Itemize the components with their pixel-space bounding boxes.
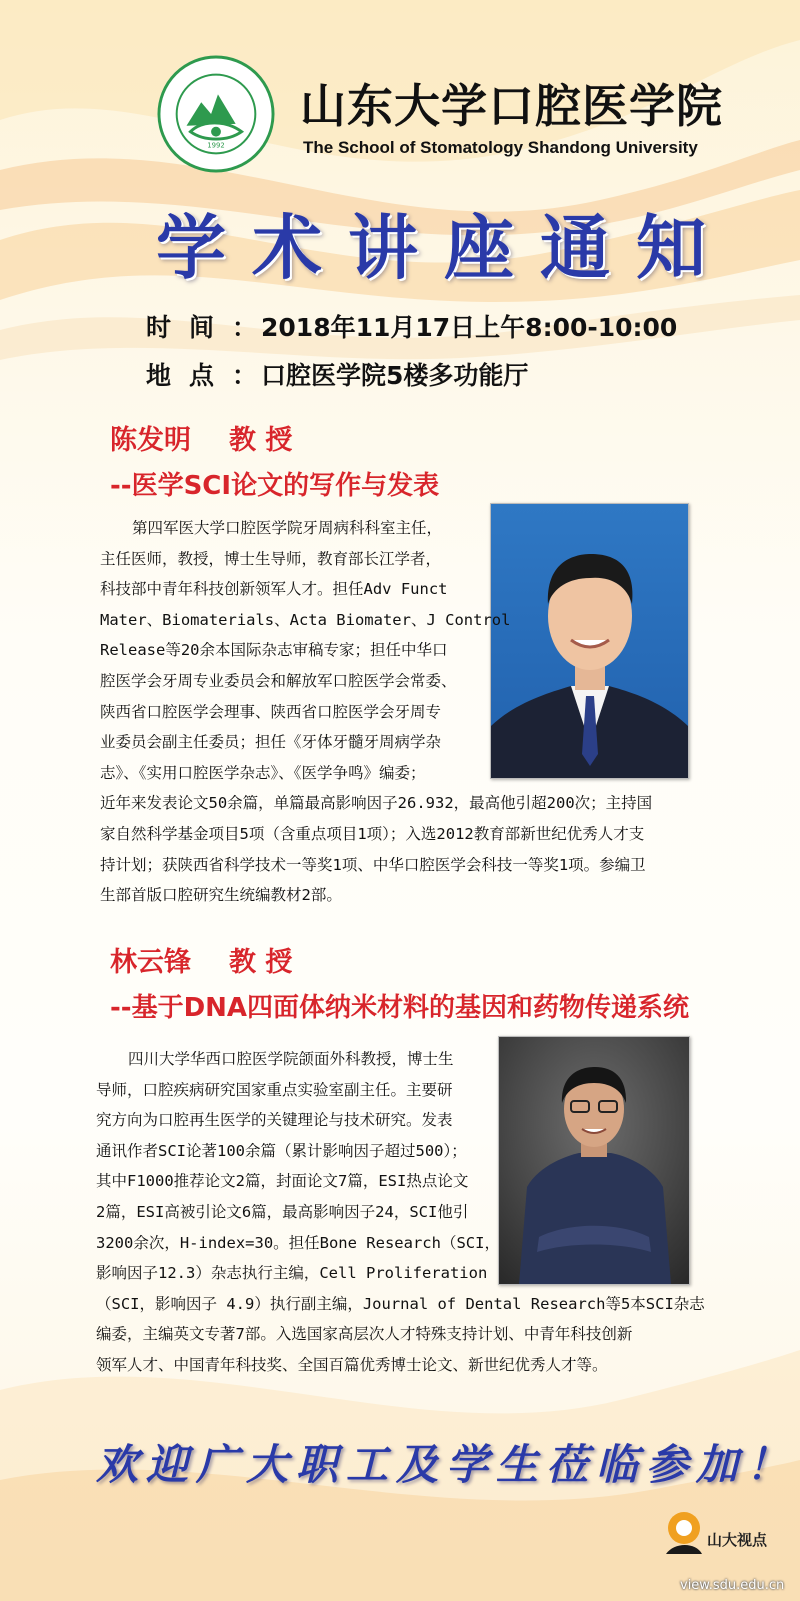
bio-line: 科技部中青年科技创新领军人才。担任Adv Funct xyxy=(100,580,448,599)
event-place xyxy=(146,356,528,392)
bio-line: 编委，主编英文专著7部。入选国家高层次人才特殊支持计划、中青年科技创新 xyxy=(96,1325,633,1344)
bio-line: （SCI，影响因子 4.9）执行副主编，Journal of Dental Research等5本SCI杂志 xyxy=(96,1294,705,1313)
speaker-2-topic: --基于DNA四面体纳米材料的基因和药物传递系统 xyxy=(110,993,690,1023)
bio-line: 其中F1000推荐论文2篇，封面论文7篇，ESI热点论文 xyxy=(96,1172,469,1191)
bio-line: 近年来发表论文50余篇，单篇最高影响因子26.932，最高他引超200次；主持国 xyxy=(100,794,653,813)
bio-line: 陕西省口腔医学会理事、陕西省口腔医学会牙周专 xyxy=(100,702,442,721)
bio-line: 3200余次，H-index=30。担任Bone Research（SCI， xyxy=(96,1233,500,1252)
speaker-2-bio xyxy=(96,1044,706,1381)
time-label: 时间： xyxy=(146,313,276,342)
notice-title: 学术讲座通知 xyxy=(156,206,732,289)
school-name-cn: 山东大学口腔医学院 xyxy=(300,79,723,133)
place-label: 地点： xyxy=(146,361,276,390)
speaker-2-title: 教 授 xyxy=(229,947,293,978)
bio-line: Mater、Biomaterials、Acta Biomater、J Control xyxy=(100,610,511,629)
school-name-en: The School of Stomatology Shandong University xyxy=(303,138,698,157)
bio-line: 领军人才、中国青年科技奖、全国百篇优秀博士论文、新世纪优秀人才等。 xyxy=(96,1355,608,1374)
speaker-1-heading xyxy=(110,418,292,457)
event-time xyxy=(146,308,677,344)
bio-line: 第四军医大学口腔医学院牙周病科科室主任， xyxy=(132,519,443,537)
bio-line: 业委员会副主任委员；担任《牙体牙髓牙周病学杂 xyxy=(100,733,442,752)
watermark-name: 山大视点 xyxy=(707,1531,768,1549)
school-logo xyxy=(157,55,275,173)
bio-line: 主任医师，教授，博士生导师，教育部长江学者， xyxy=(100,549,442,568)
speaker-2-name: 林云锋 xyxy=(110,947,191,978)
welcome-message: 欢迎广大职工及学生莅临参加！ xyxy=(96,1440,797,1489)
bio-line: 生部首版口腔研究生统编教材2部。 xyxy=(100,886,342,905)
bio-line: Release等20余本国际杂志审稿专家；担任中华口 xyxy=(100,641,448,660)
svg-text:1992: 1992 xyxy=(207,141,225,150)
speaker-1-title: 教 授 xyxy=(229,425,293,456)
bio-line: 通讯作者SCI论著100余篇（累计影响因子超过500）； xyxy=(96,1141,467,1160)
place-value: 口腔医学院5楼多功能厅 xyxy=(261,361,529,390)
bio-line: 影响因子12.3）杂志执行主编，Cell Proliferation xyxy=(96,1264,488,1283)
speaker-1-topic: --医学SCI论文的写作与发表 xyxy=(110,471,440,501)
bio-line: 志》、《实用口腔医学杂志》、《医学争鸣》编委； xyxy=(100,763,426,782)
bio-line: 腔医学会牙周专业委员会和解放军口腔医学会常委、 xyxy=(100,671,457,690)
time-value: 2018年11月17日上午8:00-10:00 xyxy=(261,313,678,342)
bio-line: 家自然科学基金项目5项（含重点项目1项）；入选2012教育部新世纪优秀人才支 xyxy=(100,824,645,843)
bio-line: 持计划；获陕西省科学技术一等奖1项、中华口腔医学会科技一等奖1项。参编卫 xyxy=(100,855,646,874)
bio-line: 2篇，ESI高被引论文6篇，最高影响因子24，SCI他引 xyxy=(96,1202,469,1221)
bio-line: 究方向为口腔再生医学的关键理论与技术研究。发表 xyxy=(96,1111,453,1130)
speaker-1-bio xyxy=(100,513,700,911)
bio-line: 四川大学华西口腔医学院颌面外科教授，博士生 xyxy=(128,1050,454,1068)
bio-line: 导师，口腔疾病研究国家重点实验室副主任。主要研 xyxy=(96,1080,453,1099)
speaker-2-heading xyxy=(110,940,292,979)
watermark-url: view.sdu.edu.cn xyxy=(680,1578,785,1593)
speaker-1-name: 陈发明 xyxy=(110,425,191,456)
